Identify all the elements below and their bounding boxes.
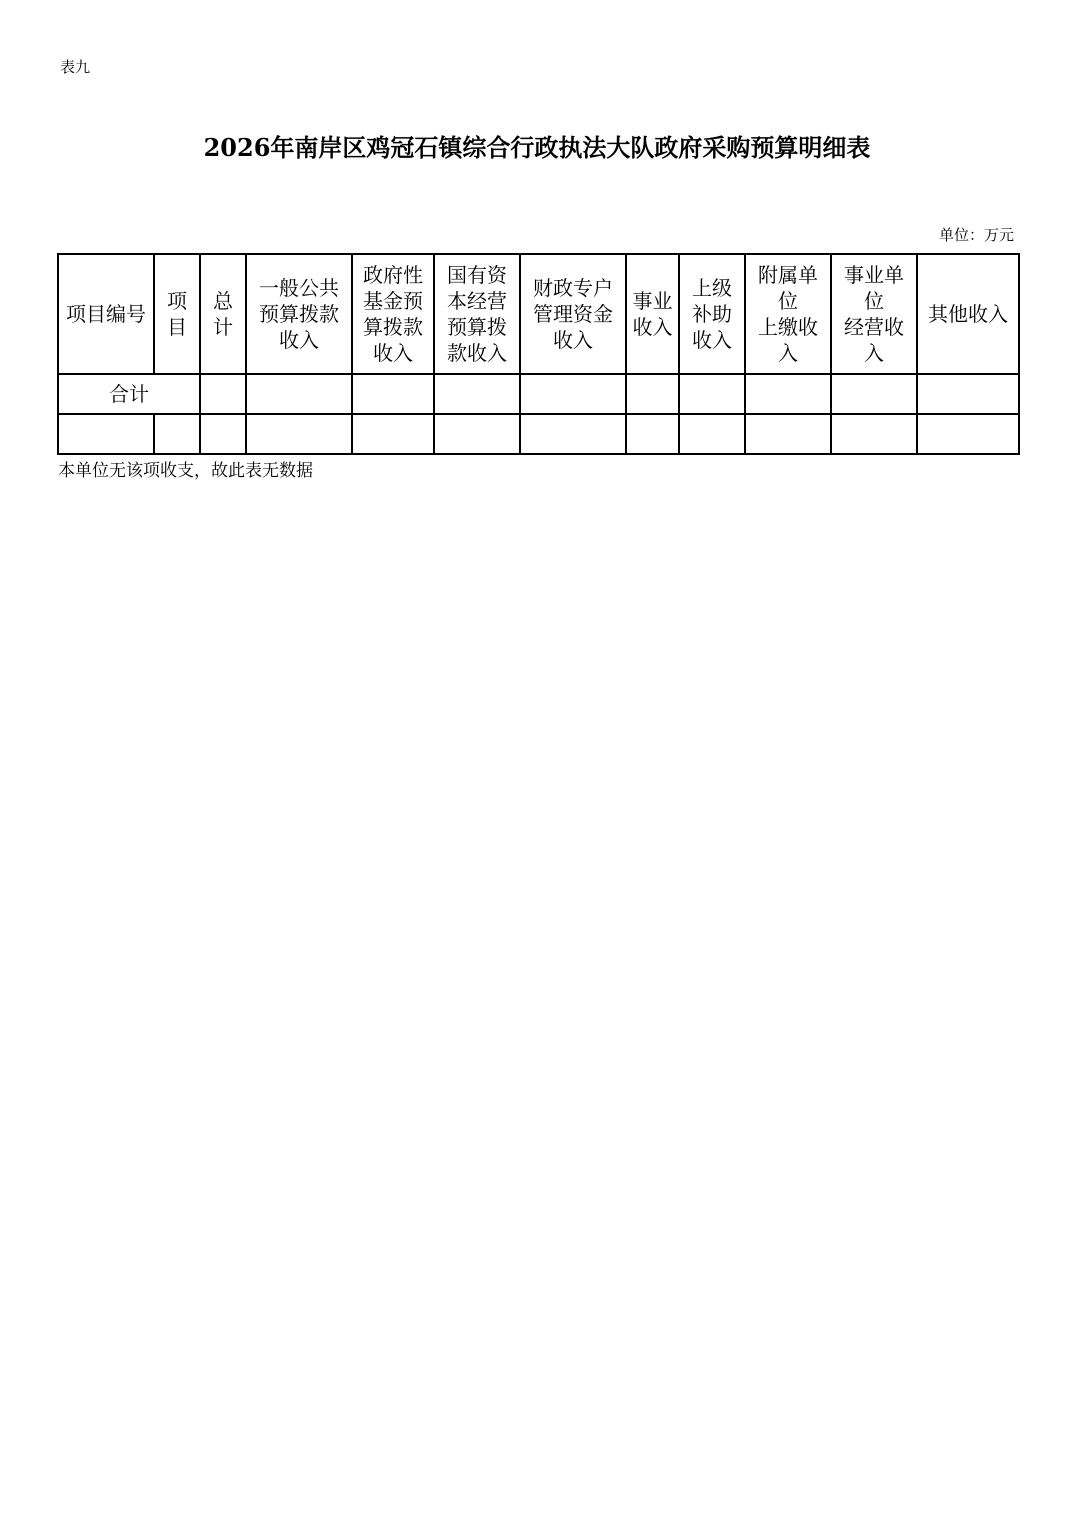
table-cell: [745, 374, 831, 414]
header-project-code: 项目编号: [58, 254, 154, 374]
table-cell: [831, 414, 917, 454]
no-data-note: 本单位无该项收支，故此表无数据: [58, 461, 313, 481]
page-title: 2026年南岸区鸡冠石镇综合行政执法大队政府采购预算明细表: [203, 133, 871, 162]
header-project: 项 目: [154, 254, 200, 374]
table-cell: [434, 374, 520, 414]
header-affiliated-remit: 附属单 位 上缴收 入: [745, 254, 831, 374]
table-row: [58, 414, 1019, 454]
table-cell: [58, 414, 154, 454]
table-cell: [246, 374, 352, 414]
header-total: 总 计: [200, 254, 246, 374]
table-cell: [352, 414, 434, 454]
table-cell: [434, 414, 520, 454]
table-cell: [831, 374, 917, 414]
table-cell: [154, 414, 200, 454]
table-cell: [626, 374, 679, 414]
header-special-account: 财政专户 管理资金 收入: [520, 254, 626, 374]
table-cell: [520, 414, 626, 454]
table-cell: [626, 414, 679, 454]
unit-label: 单位：万元: [938, 226, 1014, 244]
table-cell: [679, 414, 745, 454]
header-other-income: 其他收入: [917, 254, 1019, 374]
header-business-income: 事业 收入: [626, 254, 679, 374]
table-cell: [745, 414, 831, 454]
header-gov-fund: 政府性 基金预 算拨款 收入: [352, 254, 434, 374]
procurement-budget-table: [57, 253, 1020, 455]
table-cell: [917, 374, 1019, 414]
header-row: [58, 254, 1019, 374]
table-cell: [352, 374, 434, 414]
header-general-budget: 一般公共 预算拨款 收入: [246, 254, 352, 374]
header-operating-income: 事业单 位 经营收 入: [831, 254, 917, 374]
table-number-label: 表九: [60, 58, 91, 76]
table-cell: [246, 414, 352, 454]
header-state-capital: 国有资 本经营 预算拨 款收入: [434, 254, 520, 374]
table-cell: [200, 374, 246, 414]
table-cell: [520, 374, 626, 414]
table-cell: [917, 414, 1019, 454]
total-label-cell: 合计: [58, 374, 200, 414]
table-row-total: [58, 374, 1019, 414]
header-superior-subsidy: 上级 补助 收入: [679, 254, 745, 374]
table-cell: [200, 414, 246, 454]
table-cell: [679, 374, 745, 414]
